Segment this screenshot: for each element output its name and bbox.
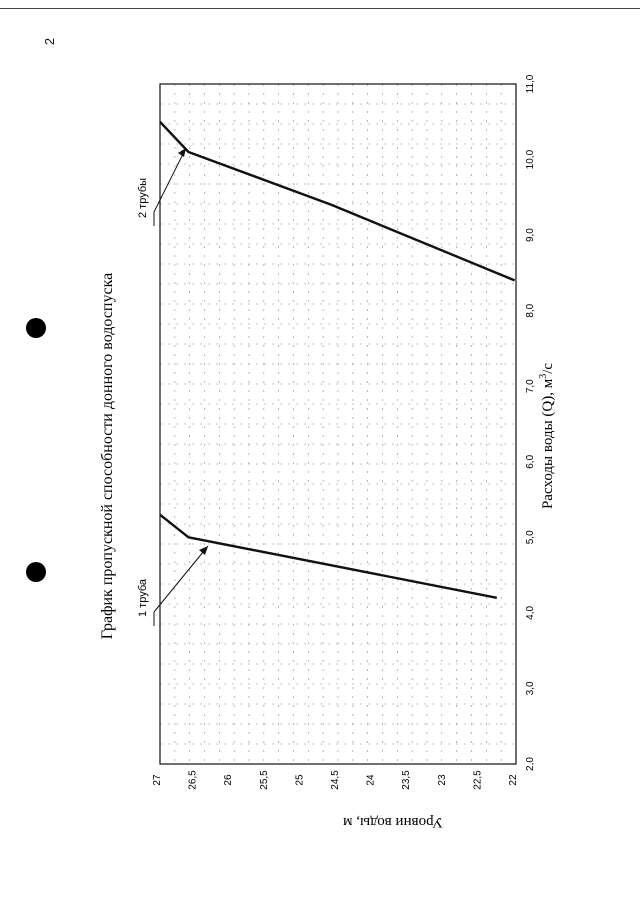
- x-tick-label: 5,0: [525, 530, 536, 545]
- y-tick-label: 24,5: [330, 770, 341, 790]
- series-label-1-pipe: 1 труба: [137, 579, 149, 617]
- x-tick-label: 7,0: [525, 379, 536, 394]
- x-tick-label: 6,0: [525, 454, 536, 469]
- x-axis-label: [538, 363, 556, 509]
- chart-title: График пропускной способности донного водоспуска: [99, 272, 116, 640]
- y-tick-label: 22: [508, 774, 519, 786]
- x-tick-label: 8,0: [525, 303, 536, 318]
- series-layer: [160, 122, 515, 598]
- y-tick-labels: [152, 770, 519, 790]
- x-tick-label: 3,0: [525, 681, 536, 696]
- x-tick-label: 11,0: [525, 74, 536, 94]
- series-callout-2-pipes: [154, 148, 186, 226]
- y-tick-label: 26: [223, 774, 235, 786]
- x-tick-label: 10,0: [525, 149, 536, 170]
- x-tick-label: 2,0: [525, 757, 536, 771]
- y-tick-label: 23,5: [401, 770, 413, 790]
- x-axis-label-sup: 3: [538, 373, 549, 379]
- series-line-2: [160, 122, 515, 281]
- y-tick-label: 27: [152, 774, 163, 786]
- page-number: 2: [42, 37, 58, 46]
- series-line-1: [160, 515, 497, 598]
- y-tick-label: 25,5: [258, 770, 270, 790]
- y-tick-label: 24: [365, 774, 377, 786]
- x-axis-label-tail: /с: [540, 362, 556, 374]
- x-tick-label: 9,0: [525, 228, 536, 243]
- y-tick-label: 23: [436, 774, 448, 786]
- y-axis-label: Уровни воды, м: [343, 814, 443, 830]
- y-tick-label: 25: [294, 774, 306, 786]
- x-tick-label: 4,0: [525, 605, 536, 620]
- arrowhead-2-pipes: [178, 148, 186, 157]
- arrowhead-1-pipe: [199, 546, 208, 555]
- x-tick-labels: [525, 74, 536, 771]
- x-axis-label-base: Расходы воды (Q), м: [540, 378, 556, 510]
- y-tick-label: 26,5: [187, 770, 199, 790]
- y-tick-label: 22,5: [472, 770, 484, 790]
- grid-layer: [160, 84, 516, 764]
- series-label-2-pipes: 2 трубы: [137, 177, 149, 219]
- series-callout-1-pipe: [154, 546, 208, 626]
